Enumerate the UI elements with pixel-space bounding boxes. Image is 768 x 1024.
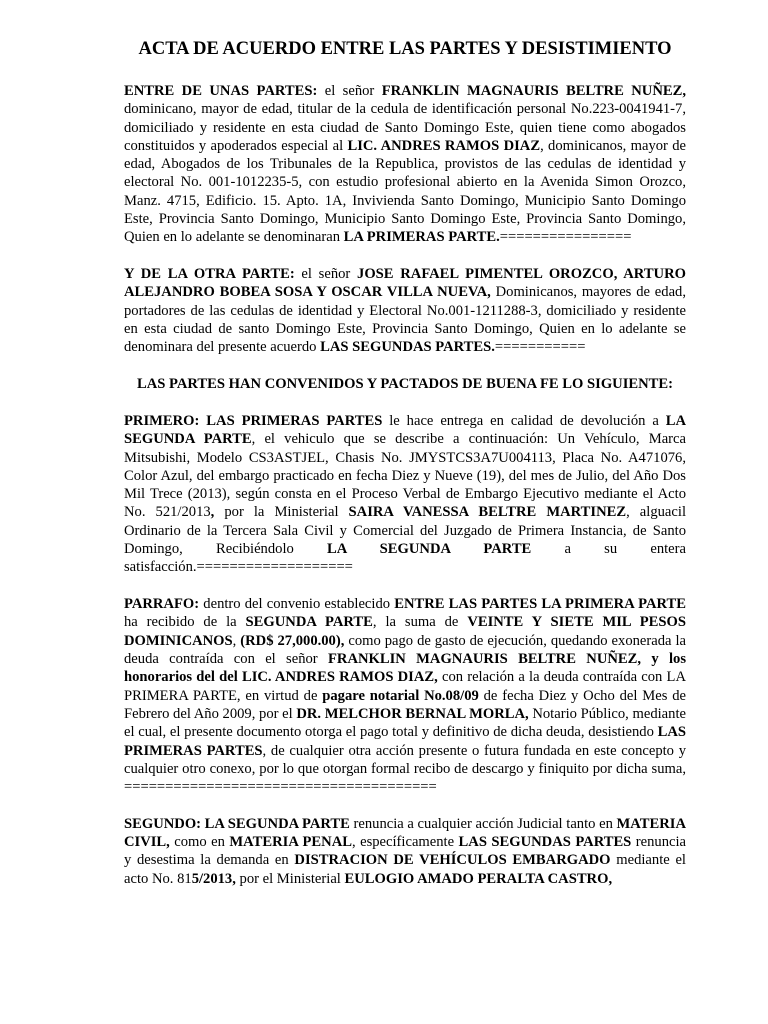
bold-text-run: PRIMERO: LAS PRIMERAS PARTES bbox=[124, 412, 383, 429]
bold-text-run: SEGUNDA PARTE bbox=[245, 614, 373, 631]
text-run: de fecha Diez y Ocho del Mes de Febrero del Año 2009, por el bbox=[124, 687, 686, 722]
bold-text-run: VEINTE Y SIETE MIL PESOS DOMINICANOS bbox=[124, 614, 686, 649]
bold-text-run: LAS PARTES HAN CONVENIDOS Y PACTADOS DE BUENA FE LO SIGUIENTE bbox=[136, 376, 669, 393]
bold-text-run: LA SEGUNDA PARTE bbox=[327, 541, 532, 558]
text-run: por el Ministerial bbox=[235, 870, 345, 887]
bold-text-run: JOSE RAFAEL PIMENTEL OROZCO, ARTURO ALEJANDRO BOBEA SOSA Y OSCAR VILLA NUEVA, bbox=[124, 266, 686, 301]
paragraph-first-party bbox=[124, 82, 686, 247]
text-run: , específicamente bbox=[351, 834, 459, 851]
bold-text-run: ENTRE DE UNAS PARTES: bbox=[124, 83, 318, 99]
bold-text-run: FRANKLIN MAGNAURIS BELTRE NUÑEZ, y los honorarios del del LIC. ANDRES RAMOS DIAZ, bbox=[124, 651, 686, 686]
bold-text-run: DR. MELCHOR BERNAL MORLA, bbox=[296, 705, 529, 722]
text-run: , alguacil Ordinario de la Tercera Sala Civil y Comercial del Juzgado de Primera Instancia, de Santo Domingo, Recibiéndolo bbox=[124, 504, 686, 558]
bold-text-run: MATERIA CIVIL, bbox=[124, 815, 686, 851]
text-run: le hace entrega en calidad de devolución a bbox=[382, 412, 666, 429]
bold-text-run: FRANKLIN MAGNAURIS BELTRE NUÑEZ, bbox=[381, 83, 686, 99]
text-run: el señor bbox=[317, 83, 382, 99]
paragraph-agreement-heading bbox=[124, 375, 686, 393]
text-run: con relación a la deuda contraída con LA PRIMERA PARTE, en virtud de bbox=[124, 669, 686, 704]
bold-text-run: Y DE LA OTRA PARTE: bbox=[124, 266, 295, 283]
text-run: mediante el acto No. 81 bbox=[124, 852, 686, 887]
bold-text-run: LAS SEGUNDAS PARTES. bbox=[320, 339, 495, 356]
bold-text-run: 5/2013, bbox=[191, 870, 236, 887]
text-run: a su entera satisfacción.=================== bbox=[124, 541, 686, 576]
bold-text-run: DISTRACION DE VEHÍCULOS EMBARGADO bbox=[294, 852, 611, 869]
text-run: : bbox=[668, 376, 674, 393]
paragraph-primero bbox=[124, 412, 686, 577]
document-title: ACTA DE ACUERDO ENTRE LAS PARTES Y DESISTIMIENTO bbox=[138, 39, 672, 59]
text-run: , el vehiculo que se describe a continuación: Un Vehículo, Marca Mitsubishi, Modelo CS3ASTJEL, Chasis No. JMYSTCS3A7U004113, Placa No. A471076, Color Azul, del embargo practicado en fecha Diez y Nueve (19), del mes de Julio, del Año Dos Mil Trece (2013), según consta en el Proceso Verbal de Embargo Ejecutivo mediante el Acto No. 521/2013 bbox=[124, 431, 686, 521]
text-run: , dominicanos, mayor de edad, Abogados de los Tribunales de la Republica, provistos de las cedulas de identidad y electoral No. 001-1012235-5, con estudio profesional abierto en la Avenida Simon Orozco, Manz. 4715, Edificio. 15. Apto. 1A, Invivienda Santo Domingo, Municipio Santo Domingo Este, Provincia Santo Domingo, Municipio Santo Domingo Este, Provincia Santo Domingo, Quien en lo adelante se denominaran bbox=[124, 137, 686, 246]
text-run: , la suma de bbox=[372, 614, 468, 631]
paragraph-parrafo bbox=[124, 595, 686, 796]
text-run: ha recibido de la bbox=[124, 614, 246, 631]
text-run: renuncia a cualquier acción Judicial tanto en bbox=[349, 815, 617, 832]
bold-text-run: EULOGIO AMADO PERALTA CASTRO, bbox=[344, 870, 613, 887]
paragraph-second-party bbox=[124, 265, 686, 356]
bold-text-run: SAIRA VANESSA BELTRE MARTINEZ bbox=[348, 504, 627, 521]
text-run: Dominicanos, mayores de edad, portadores de las cedulas de identidad y Electoral No.001-1211288-3, domiciliado y residente en esta ciudad de santo Domingo Este, Provincia Santo Domingo, Quien en lo adelante se denominara del presente acuerdo bbox=[124, 284, 686, 356]
bold-text-run: LA PRIMERAS PARTE. bbox=[343, 229, 500, 246]
bold-text-run: LAS SEGUNDAS PARTES bbox=[458, 834, 632, 851]
text-run: ================ bbox=[499, 229, 632, 246]
text-run: renuncia y desestima la demanda en bbox=[124, 834, 687, 869]
bold-text-run: pagare notarial No.08/09 bbox=[322, 687, 479, 704]
text-run: dentro del convenio establecido bbox=[199, 596, 395, 613]
text-run: el señor bbox=[294, 266, 358, 283]
text-run: , de cualquier otra acción presente o futura fundada en este concepto y cualquier otro conexo, por lo que otorgan formal recibo de descargo y finiquito por dicha suma, ====================================== bbox=[124, 742, 686, 796]
bold-text-run: MATERIA PENAL bbox=[229, 834, 352, 851]
text-run: dominicano, mayor de edad, titular de la cedula de identificación personal No.223-0041941-7, domiciliado y residente en esta ciudad de Santo Domingo Este, quien tiene como abogados constituidos y apoderados especial al bbox=[124, 101, 686, 154]
text-run: por la Ministerial bbox=[214, 504, 349, 521]
bold-text-run: LIC. ANDRES RAMOS DIAZ bbox=[347, 137, 541, 154]
text-run: Notario Público, mediante el cual, el presente documento otorga el pago total y definitivo de dicha deuda, desistiendo bbox=[124, 705, 686, 741]
bold-text-run: , bbox=[210, 504, 215, 521]
bold-text-run: SEGUNDO: LA SEGUNDA PARTE bbox=[124, 815, 350, 832]
text-run: como pago de gasto de ejecución, quedando exonerada la deuda contraída con el señor bbox=[124, 632, 687, 668]
bold-text-run: LA SEGUNDA PARTE bbox=[124, 412, 686, 448]
bold-text-run: LAS PRIMERAS PARTES bbox=[124, 724, 686, 759]
bold-text-run: (RD$ 27,000.00), bbox=[240, 632, 345, 649]
text-run: , bbox=[232, 632, 241, 649]
paragraph-segundo bbox=[124, 815, 686, 888]
bold-text-run: PARRAFO: bbox=[124, 596, 200, 613]
text-run: =========== bbox=[494, 339, 586, 356]
bold-text-run: ENTRE LAS PARTES LA PRIMERA PARTE bbox=[394, 596, 686, 613]
text-run: como en bbox=[169, 834, 230, 851]
